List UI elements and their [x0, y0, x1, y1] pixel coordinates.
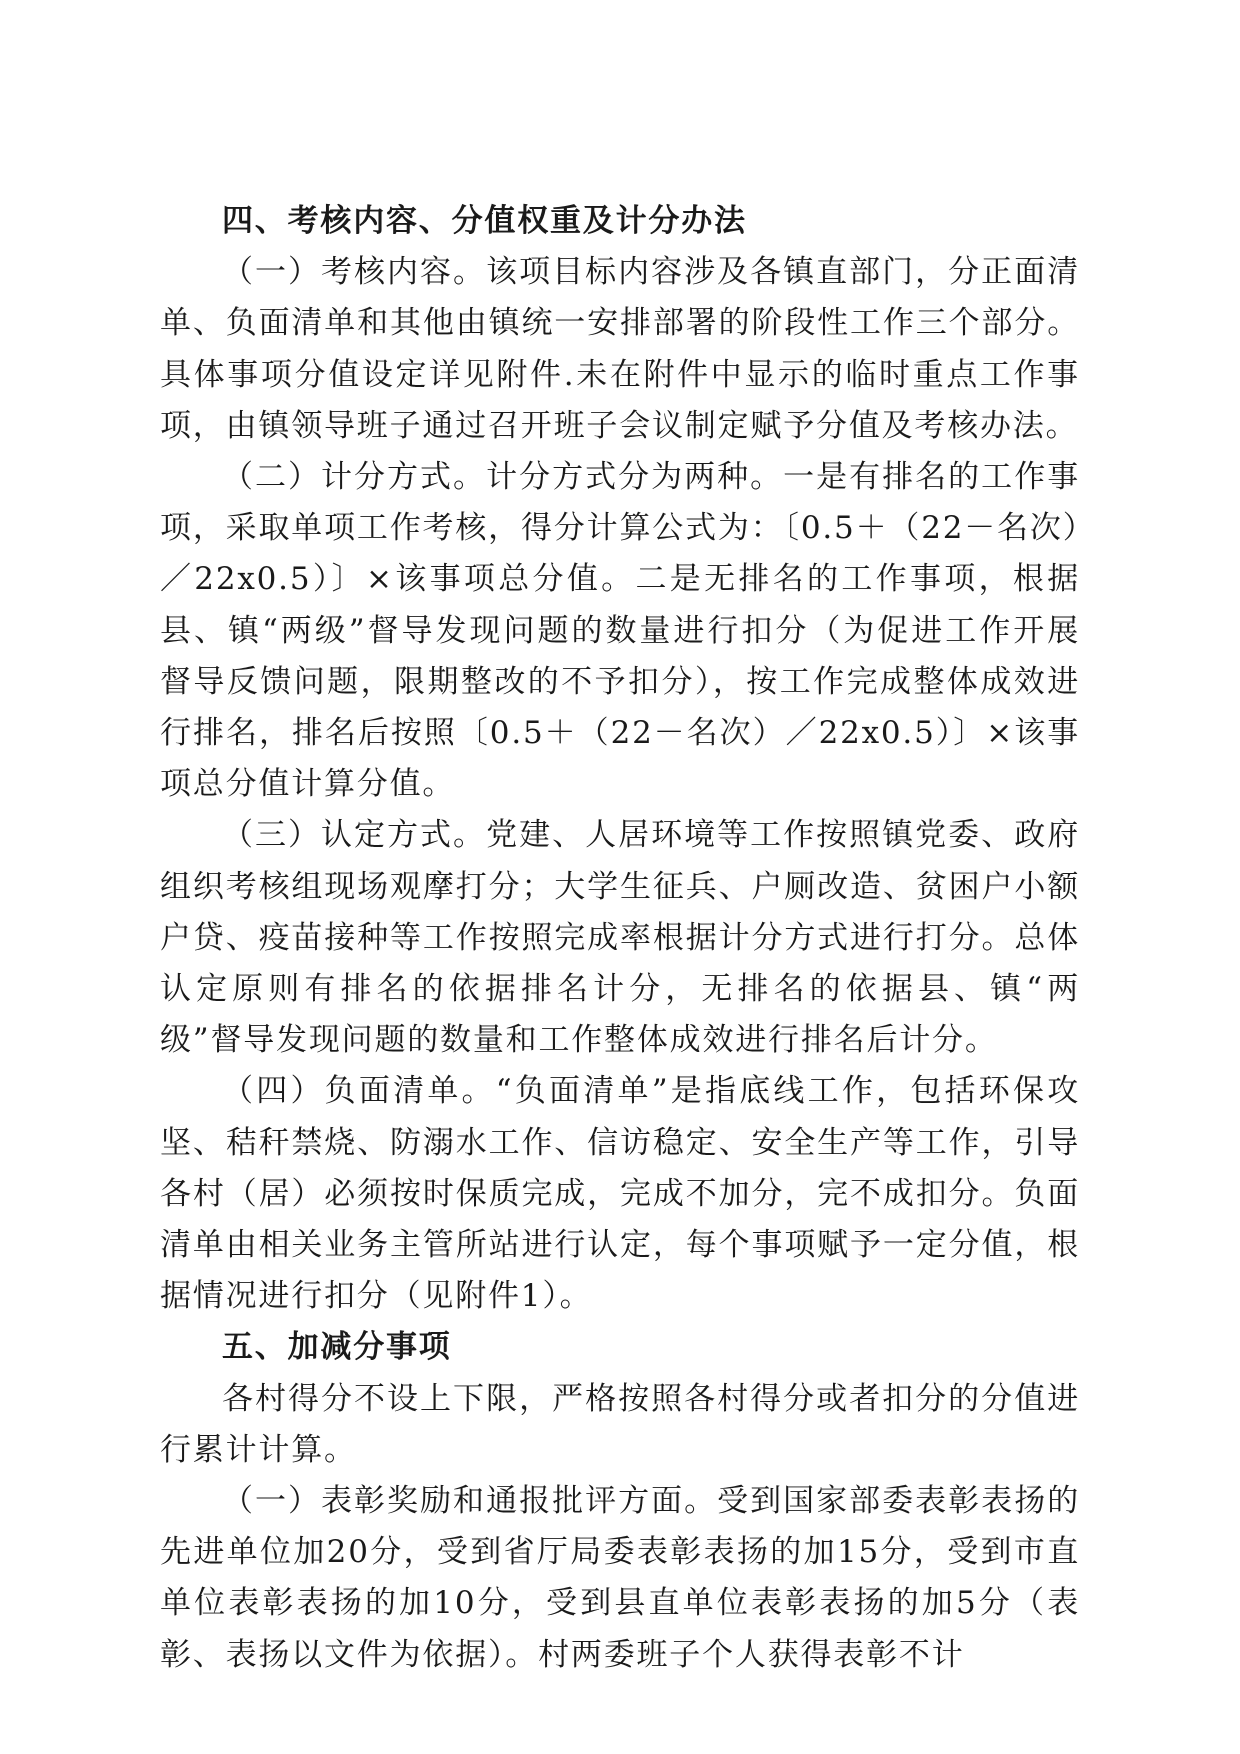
- paragraph-determination-method: （三）认定方式。党建、人居环境等工作按照镇党委、政府组织考核组现场观摩打分；大学生征兵、户厕改造、贫困户小额户贷、疫苗接种等工作按照完成率根据计分方式进行打分。总体认定原则有排名的依据排名计分，无排名的依据县、镇“两级”督导发现问题的数量和工作整体成效进行排名后计分。: [160, 817, 1080, 1059]
- document-body: [160, 196, 1080, 1681]
- section-heading-4: 四、考核内容、分值权重及计分办法: [222, 203, 747, 239]
- paragraph-scoring-method: （二）计分方式。计分方式分为两种。一是有排名的工作事项，采取单项工作考核，得分计算公式为：〔0.5＋（22－名次）／22x0.5）〕×该事项总分值。二是无排名的工作事项，根据县、镇“两级”督导发现问题的数量进行扣分（为促进工作开展督导反馈问题，限期整改的不予扣分），按工作完成整体成效进行排名，排名后按照〔0.5＋（22－名次）／22x0.5）〕×该事项总分值计算分值。: [160, 459, 1080, 803]
- section-heading-5: 五、加减分事项: [222, 1329, 452, 1366]
- paragraph-score-accumulation: 各村得分不设上下限，严格按照各村得分或者扣分的分值进行累计计算。: [160, 1380, 1080, 1468]
- paragraph-commendation: （一）表彰奖励和通报批评方面。受到国家部委表彰表扬的先进单位加20分，受到省厅局委表彰表扬的加15分，受到市直单位表彰表扬的加10分，受到县直单位表彰表扬的加5分（表彰、表扬以文件为依据）。村两委班子个人获得表彰不计: [160, 1483, 1080, 1673]
- paragraph-negative-list: （四）负面清单。“负面清单”是指底线工作，包括环保攻坚、秸秆禁烧、防溺水工作、信访稳定、安全生产等工作，引导各村（居）必须按时保质完成，完成不加分，完不成扣分。负面清单由相关业务主管所站进行认定，每个事项赋予一定分值，根据情况进行扣分（见附件1）。: [160, 1073, 1080, 1315]
- paragraph-assessment-content: （一）考核内容。该项目标内容涉及各镇直部门，分正面清单、负面清单和其他由镇统一安排部署的阶段性工作三个部分。具体事项分值设定详见附件.未在附件中显示的临时重点工作事项，由镇领导班子通过召开班子会议制定赋予分值及考核办法。: [160, 254, 1080, 444]
